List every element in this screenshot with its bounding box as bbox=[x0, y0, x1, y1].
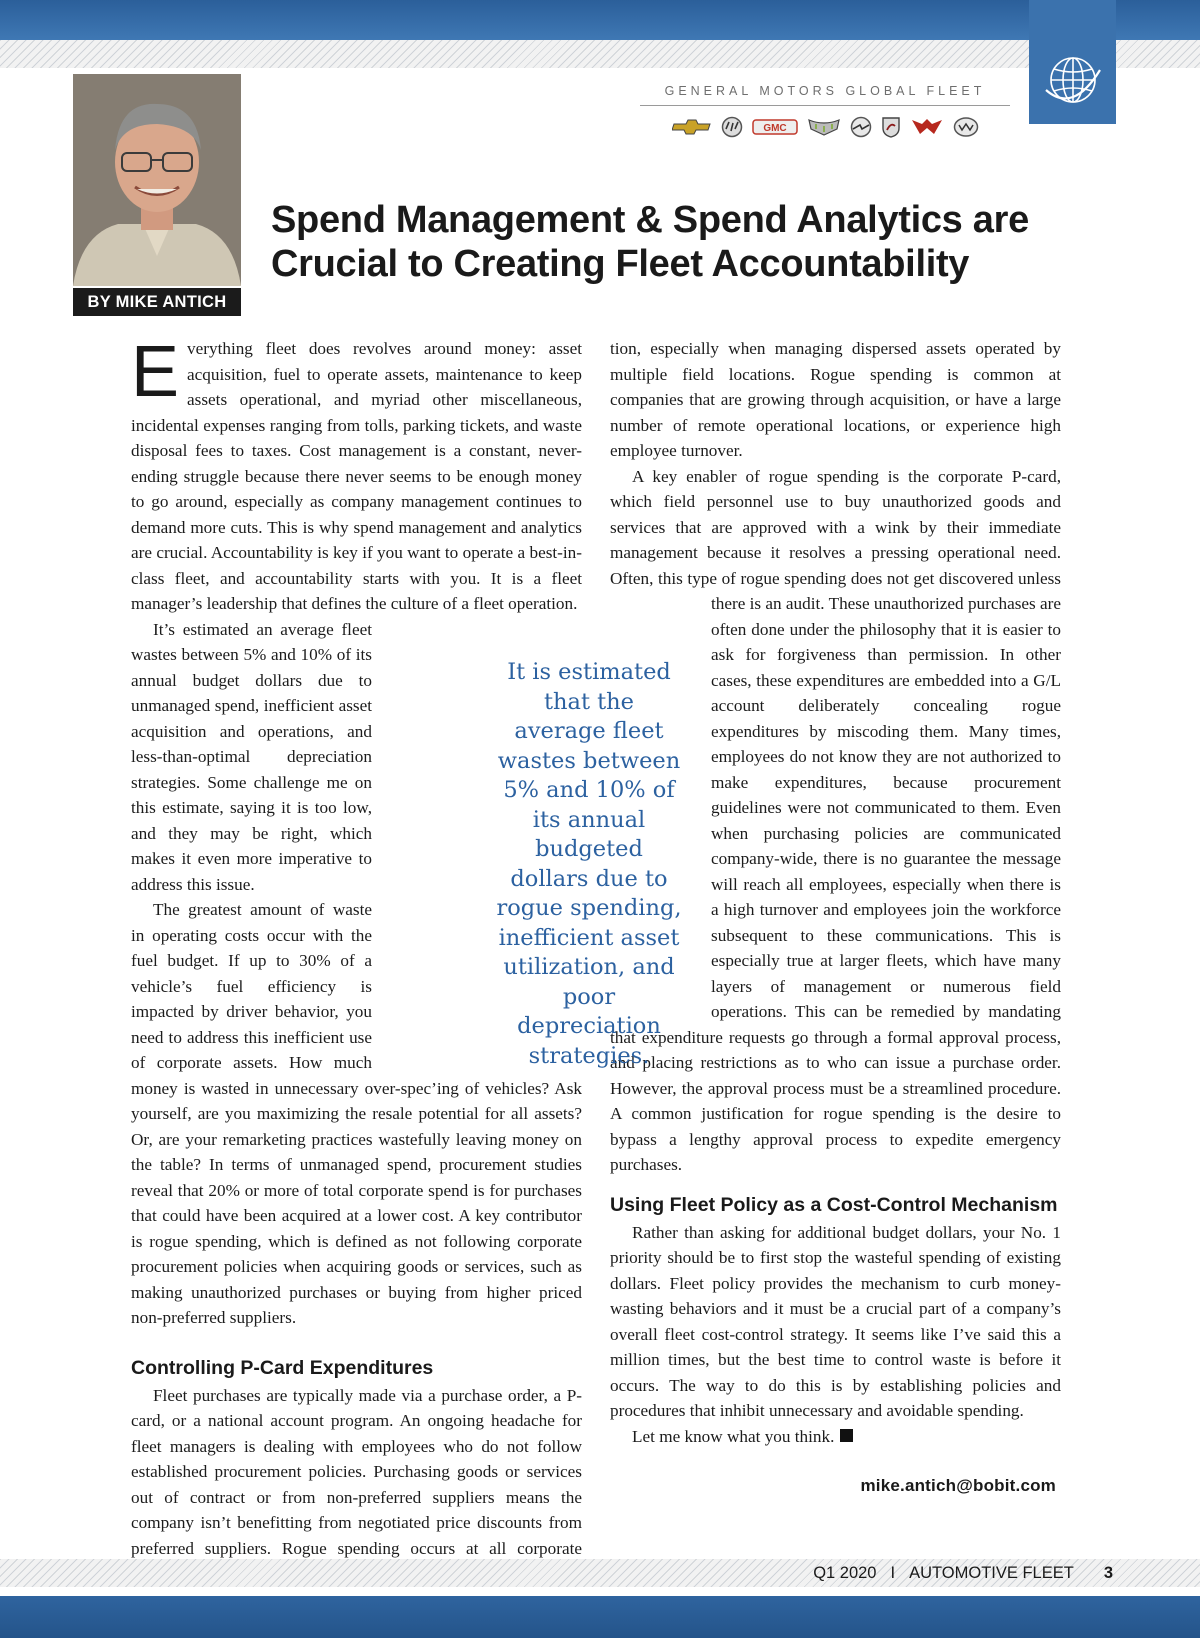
publisher-rule bbox=[640, 105, 1010, 106]
gmc-logo-icon bbox=[752, 119, 798, 135]
page-footer bbox=[760, 1561, 1113, 1585]
chevrolet-logo-icon bbox=[672, 119, 712, 135]
globe-icon bbox=[1043, 50, 1103, 110]
end-mark-icon bbox=[840, 1429, 853, 1442]
publisher-name: GENERAL MOTORS GLOBAL FLEET bbox=[664, 84, 986, 98]
globe-badge bbox=[1029, 0, 1116, 124]
gm-global-fleet-header bbox=[640, 84, 1010, 138]
article-headline: Spend Management & Spend Analytics are Crucial to Creating Fleet Accountability bbox=[271, 199, 1029, 285]
paragraph-2: It’s estimated an average fleet wastes between 5% and 10% of its annual budget dollars due to unmanaged spend, inefficient asset acquisition and operations, and less-than-optimal depreciation strategies. Some challenge me on this estimate, saying it is too low, and they may be right, which makes it even more imperative to address this issue. bbox=[131, 619, 372, 894]
page-number: 3 bbox=[1103, 1564, 1113, 1582]
paragraph-6-part-a: A key enabler of rogue spending is the corporate P-card, which field personnel use to buy unauthorized goods and services that are approved with a wink by their immediate management because it resolves a pressing operational need. Often, this type of rogue spending does not get discovered unless there is an audit. These unauthorized purchases are bbox=[610, 466, 1061, 613]
paragraph-1-text: verything fleet does revolves around money: asset acquisition, fuel to operate assets, maintenance to keep assets operational, and myriad other miscellaneous, incidental expenses ranging from tolls, parking tickets, and waste disposal fees to taxes. Cost management is a constant, never-ending struggle because there never seems to be enough money to go around, especially as company management continues to demand more cuts. This is why spend management and analytics are crucial. Accountability is key if you want to operate a best-in-class fleet, and accountability starts with you. It is a fleet manager’s leadership that defines the culture of a fleet operation. bbox=[131, 339, 582, 613]
bottom-color-band bbox=[0, 1596, 1200, 1638]
gmc-logo-text: GMC bbox=[762, 123, 787, 134]
cadillac-logo-icon bbox=[807, 118, 841, 136]
holden-logo-icon bbox=[881, 116, 901, 138]
closing-line: Let me know what you think. bbox=[632, 1426, 835, 1446]
footer-publication: AUTOMOTIVE FLEET bbox=[909, 1564, 1074, 1582]
subhead-fleet-policy: Using Fleet Policy as a Cost-Control Mechanism bbox=[610, 1193, 1058, 1216]
baojun-logo-icon bbox=[910, 118, 944, 136]
paragraph-7: Rather than asking for additional budget dollars, your No. 1 priority should be to first stop the wasteful spending of existing dollars. Fleet policy provides the mechanism to curb money-wasting behaviors and it must be a crucial part of a company’s overall fleet cost-control strategy. It seems like I’ve said this a million times, but the best time to control waste is before it occurs. The way to do this is by establishing policies and procedures that inhibit unnecessary and avoidable spending. bbox=[610, 1222, 1061, 1420]
paragraph-8 bbox=[610, 1424, 1061, 1450]
wuling-logo-icon bbox=[953, 116, 979, 138]
paragraph-5: tion, especially when managing dispersed assets operated by multiple field locations. Rogue spending is common at companies that are growing through acquisition, or have a large number of remote operational locations, or experience high employee turnover. bbox=[610, 339, 1061, 460]
paragraph-1 bbox=[131, 332, 582, 617]
drop-cap: E bbox=[131, 332, 180, 412]
author-photo bbox=[73, 74, 241, 286]
paragraph-4: Fleet purchases are typically made via a purchase order, a P-card, or a national account program. An ongoing headache for fleet managers is dealing with employees who do not follow established procurement policies. Purchasing goods or services out of contract or from non-preferred suppliers means the company isn’t benefitting from negotiated price discounts from preferred suppliers. Rogue spending occurs at all corporate bbox=[131, 1385, 582, 1558]
opel-logo-icon bbox=[850, 116, 872, 138]
top-color-band bbox=[0, 0, 1200, 40]
buick-logo-icon bbox=[721, 116, 743, 138]
footer-issue: Q1 2020 bbox=[813, 1564, 877, 1582]
author-byline: BY MIKE ANTICH bbox=[73, 288, 241, 316]
brand-logo-row bbox=[640, 116, 1010, 138]
paragraph-6-part-b: often done under the philosophy that it is easier to ask for forgiveness than permission. In other cases, these expenditures are embedded into a G/L account deliberately concealing rogue expenditures by miscoding them. Many times, employees do not know they are not authorized to make expenditures, because procurement guidelines were not communicated to them. Even when purchasing policies are communicated company-wide, there is no guarantee the message will reach all employees, especially when there is a high turnover and employees join the workforce subsequent to these communications. This is especially true at larger fleets, which have many layers of management or numerous field operations. This can be remedied by mandating that expenditure requests go through a formal approval process, and placing restrictions as to who can issue a purchase order. However, the approval process must be a streamlined procedure. A common justification for rogue spending is the desire to bypass a lengthy approval process to expedite emergency purchases. bbox=[610, 619, 1061, 1174]
top-hatch-band bbox=[0, 40, 1200, 68]
subhead-controlling-p-card: Controlling P-Card Expenditures bbox=[131, 1356, 434, 1379]
paragraph-3: The greatest amount of waste in operating costs occur with the fuel budget. If up to 30% of a vehicle’s fuel efficiency is impacted by driver behavior, you need to address this inefficient use of corporate assets. How much money is wasted in unnecessary over-spec’ing of vehicles? Ask yourself, are you maximizing the resale potential for all assets? Or, are your remarketing practices wastefully leaving money on the table? In terms of unmanaged spend, procurement studies reveal that 20% or more of total corporate spend is for purchases that could have been acquired at a lower cost. A key contributor is rogue spending, which is defined as not following corporate procurement policies when acquiring goods or services, such as making unauthorized purchases or buying from higher priced non-preferred suppliers. bbox=[131, 900, 582, 1327]
author-email[interactable]: mike.antich@bobit.com bbox=[860, 1476, 1056, 1495]
pull-quote: It is estimated that the average fleet wastes between 5% and 10% of its annual budgeted dollars due to rogue spending, inefficient asset utilization, and poor depreciation strategies. bbox=[496, 659, 682, 1069]
footer-separator: I bbox=[890, 1564, 896, 1582]
